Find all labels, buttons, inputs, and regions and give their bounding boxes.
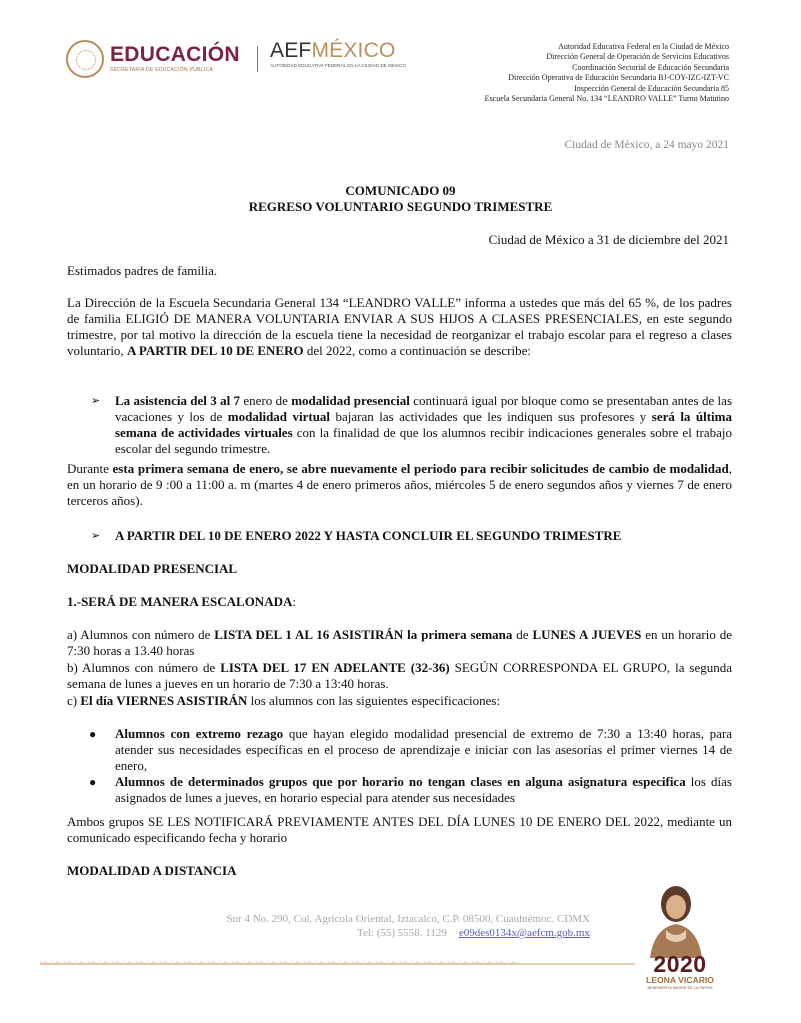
footer-phone: Tel: (55) 5558. 1129 [357,927,447,939]
arrow-bullet-icon: ➢ [91,395,101,407]
item-first-week [91,393,732,457]
commemorative-year: 2020 [653,951,707,977]
intro-date-emphasis: A PARTIR DEL 10 DE ENERO [126,343,304,358]
text: , en un horario de 9 :00 a 11:00 a. m (martes 4 de enero primeros años, miércoles 5 de enero segundos años y viernes 7 de enero terceros años). [67,461,732,508]
authority-line: Escuela Secundaria General No. 134 “LEANDRO VALLE” Turno Matutino [484,94,729,104]
notify-paragraph: Ambos grupos SE LES NOTIFICARÁ PREVIAMENTE ANTES DEL DÍA LUNES 10 DE ENERO DEL 2022, mediante un comunicado especificando fecha y horario [67,814,732,845]
list-item [89,774,732,806]
authority-line: Dirección Operativa de Educación Secundaria BJ-COY-IZC-IZT-VC [508,73,729,83]
authority-line: Inspección General de Educación Secundaria 85 [574,83,729,93]
bullet-groups-text [115,774,732,806]
intro-paragraph [67,295,732,359]
heading-modalidad-presencial [67,561,732,577]
educacion-logo-title: EDUCACIÓN [110,43,240,66]
bold-text: LUNES A JUEVES [532,627,642,642]
title-line-2: REGRESO VOLUNTARIO SEGUNDO TRIMESTRE [248,199,553,214]
bullet-extreme-lag-text [115,726,732,774]
authorities-block [485,42,729,104]
greeting: Estimados padres de familia. [67,263,218,278]
decorative-footer-band: 〰〰〰〰〰〰〰〰〰〰〰〰〰〰〰〰〰〰〰〰〰〰〰〰〰〰〰〰〰〰〰〰〰〰〰〰〰〰〰〰 [40,955,635,973]
bold-text: La asistencia del 3 al 7 [115,393,241,408]
authority-line: Autoridad Educativa Federal en la Ciudad de México [558,42,729,51]
group-b-line [67,660,732,692]
change-request-paragraph [67,461,732,509]
text: b) Alumnos con número de [67,660,221,675]
commemorative-subtitle: BENEMÉRITA MADRE DE LA PATRIA [647,986,713,990]
intro-text-end: del 2022, como a continuación se describe: [303,343,532,358]
logo-divider [257,46,258,72]
national-seal-icon [66,40,104,78]
document-date: Ciudad de México a 31 de diciembre del 2021 [488,232,729,247]
bullet-dot-icon: ● [89,775,97,789]
authority-line: Dirección General de Operación de Servicios Educativos [546,52,729,62]
text: los alumnos con las siguientes especificaciones: [247,693,501,708]
group-c-line [67,693,732,709]
text: continuará igual por bloque como se presentaban antes de las vacaciones y los de [115,393,733,424]
bold-text: Alumnos con extremo rezago [115,726,284,741]
heading-escalonada [67,594,732,610]
arrow-bullet-icon: ➢ [91,530,101,542]
item-from-jan-10-text: A PARTIR DEL 10 DE ENERO 2022 Y HASTA CONCLUIR EL SEGUNDO TRIMESTRE [115,528,622,543]
group-a-line [67,627,732,659]
title-line-1: COMUNICADO 09 [345,183,456,198]
footer-address: Sur 4 No. 290, Col. Agrícola Oriental, Iztacalco, C.P. 08500, Cuauhtémoc. CDMX [226,913,590,925]
aef-logo-prefix: AEF [270,39,312,62]
footer-address-block [120,912,590,940]
aef-logo [270,40,406,70]
text: en un horario de 7:30 horas a 13.40 horas [67,627,732,658]
text: bajaran las actividades que les indiquen sus profesores y [330,409,652,424]
heading-text: MODALIDAD PRESENCIAL [67,561,238,576]
text: SEGÚN CORRESPONDA EL GRUPO, la segunda semana de lunes a jueves en un horario de 7:30 a 13:40 horas. [67,660,732,691]
bold-text: será la última semana de actividades virtuales [115,409,733,440]
bold-text: esta primera semana de enero, se abre nuevamente el periodo para recibir solicitudes de cambio de modalidad [112,461,729,476]
bold-text: LISTA DEL 17 EN ADELANTE (32-36) [220,660,450,675]
commemorative-name: LEONA VICARIO [646,975,714,985]
colon: : [292,594,296,609]
heading-text: 1.-SERÁ DE MANERA ESCALONADA [67,594,293,609]
item-from-jan-10 [91,528,732,544]
text: c) [67,693,81,708]
bold-text: Alumnos de determinados grupos que por horario no tengan clases en alguna asignatura especifica [115,774,686,789]
bold-text: modalidad virtual [227,409,331,424]
text: Durante [67,461,113,476]
heading-modalidad-distancia [67,863,732,879]
footer-email-link[interactable]: e09des0134x@aefcm.gob.mx [458,927,590,939]
bold-text: modalidad presencial [291,393,410,408]
item-first-week-text [115,393,732,457]
text: los días asignados de lunes a jueves, en horario especial para atender sus necesidades [115,774,732,805]
educacion-logo [66,40,240,78]
text: que hayan elegido modalidad presencial de extremo de 7:30 a 13:40 horas, para atender sus necesidades específicas en el proceso de aprendizaje e iniciar con las asesorías el primer viernes 14 de enero, [115,726,732,773]
aef-logo-subtitle: AUTORIDAD EDUCATIVA FEDERAL EN LA CIUDAD DE MÉXICO [270,63,407,68]
header-date: Ciudad de México, a 24 mayo 2021 [564,139,729,151]
heading-text: MODALIDAD A DISTANCIA [67,863,237,878]
document-title [0,183,801,215]
authority-line: Coordinación Sectorial de Educación Secundaria [572,62,729,72]
text: de [512,627,533,642]
list-item [89,726,732,774]
educacion-logo-subtitle: SECRETARÍA DE EDUCACIÓN PÚBLICA [110,67,214,73]
aef-logo-country: MÉXICO [311,39,396,62]
text: enero de [240,393,292,408]
text: con la finalidad de que los alumnos recibir indicaciones generales sobre el trabajo escolar del segundo trimestre. [115,425,732,456]
bold-text: El día VIERNES ASISTIRÁN [80,693,248,708]
text: a) Alumnos con número de [67,627,215,642]
friday-bullet-list [89,726,732,806]
bold-text: LISTA DEL 1 AL 16 ASISTIRÁN la primera semana [214,627,513,642]
bullet-dot-icon: ● [89,727,97,741]
intro-text: La Dirección de la Escuela Secundaria General 134 “LEANDRO VALLE” informa a ustedes que más del 65 %, de los padres de familia ELIGIÓ DE MANERA VOLUNTARIA ENVIAR A SUS HIJOS A CLASES PRESENCIALES, en este segundo trimestre, por tal motivo la dirección de la escuela tiene la necesidad de reorganizar el trabajo escolar para el regreso a clases voluntario, [67,295,732,358]
leona-vicario-portrait-icon [640,880,712,958]
